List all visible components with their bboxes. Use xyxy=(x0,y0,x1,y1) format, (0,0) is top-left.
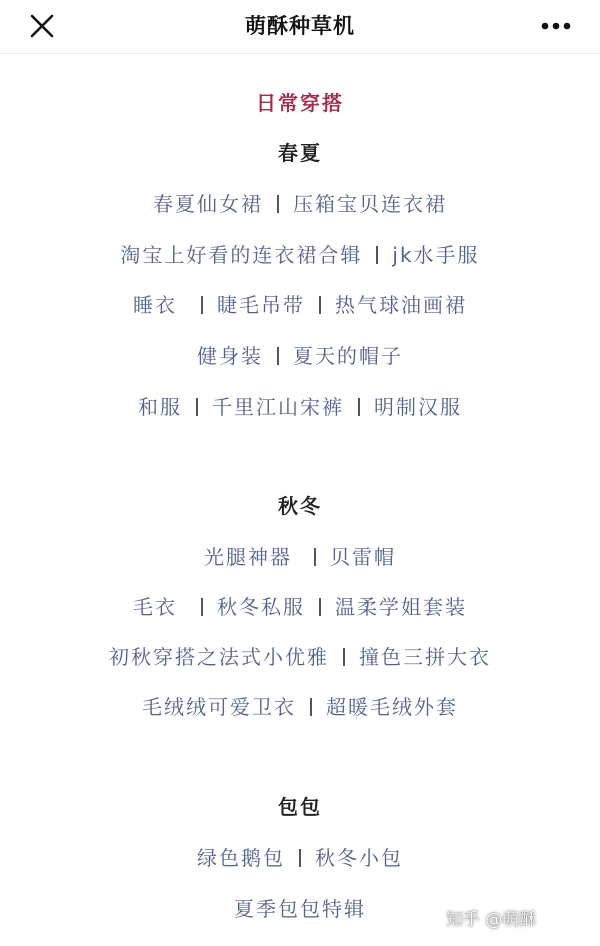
link-row xyxy=(0,238,600,272)
top-bar xyxy=(0,0,600,54)
separator xyxy=(277,347,279,365)
link-item[interactable]: 毛衣 xyxy=(133,595,177,619)
watermark: 知乎 @萌酥 xyxy=(446,910,537,930)
close-button[interactable] xyxy=(26,10,58,42)
link-item[interactable]: 睫毛吊带 xyxy=(217,293,305,317)
link-row xyxy=(0,540,600,574)
close-icon xyxy=(26,10,58,42)
section-title-autumn-winter: 秋冬 xyxy=(278,494,322,518)
link-item[interactable]: 超暖毛绒外套 xyxy=(326,695,458,719)
link-item[interactable]: 绿色鹅包 xyxy=(197,846,285,870)
separator xyxy=(358,398,360,416)
link-item[interactable]: jk水手服 xyxy=(392,243,480,267)
article-content xyxy=(0,54,600,946)
link-row xyxy=(0,390,600,424)
link-row xyxy=(0,590,600,624)
more-button[interactable] xyxy=(536,12,576,40)
category-heading: 日常穿搭 xyxy=(256,91,344,115)
link-item[interactable]: 撞色三拼大衣 xyxy=(359,645,491,669)
link-item[interactable]: 秋冬私服 xyxy=(217,595,305,619)
link-row xyxy=(0,690,600,724)
separator xyxy=(376,246,378,264)
link-item[interactable]: 淘宝上好看的连衣裙合辑 xyxy=(120,243,363,267)
link-item[interactable]: 健身装 xyxy=(197,344,263,368)
link-row xyxy=(0,187,600,221)
link-row xyxy=(0,288,600,322)
separator xyxy=(319,598,321,616)
link-item[interactable]: 夏天的帽子 xyxy=(293,344,403,368)
link-item[interactable]: 贝雷帽 xyxy=(330,545,396,569)
separator xyxy=(201,598,203,616)
link-item[interactable]: 压箱宝贝连衣裙 xyxy=(293,192,447,216)
link-item[interactable]: 毛绒绒可爱卫衣 xyxy=(142,695,296,719)
link-item[interactable]: 睡衣 xyxy=(133,293,177,317)
link-row xyxy=(0,640,600,674)
separator xyxy=(319,296,321,314)
section-title-bags: 包包 xyxy=(278,795,322,819)
link-item[interactable]: 温柔学姐套装 xyxy=(335,595,467,619)
link-item[interactable]: 和服 xyxy=(138,395,182,419)
separator xyxy=(314,548,316,566)
section-title-spring-summer: 春夏 xyxy=(278,141,322,165)
separator xyxy=(299,849,301,867)
separator xyxy=(201,296,203,314)
page-title: 萌酥种草机 xyxy=(245,14,355,38)
link-item[interactable]: 明制汉服 xyxy=(374,395,462,419)
link-item[interactable]: 光腿神器 xyxy=(204,545,292,569)
link-item[interactable]: 夏季包包特辑 xyxy=(234,897,366,921)
link-item[interactable]: 春夏仙女裙 xyxy=(153,192,263,216)
separator xyxy=(196,398,198,416)
separator xyxy=(277,195,279,213)
separator xyxy=(310,698,312,716)
separator xyxy=(343,648,345,666)
link-item[interactable]: 热气球油画裙 xyxy=(335,293,467,317)
link-item[interactable]: 千里江山宋裤 xyxy=(212,395,344,419)
link-row xyxy=(0,841,600,875)
link-row xyxy=(0,339,600,373)
more-horizontal-icon xyxy=(536,12,576,40)
link-item[interactable]: 初秋穿搭之法式小优雅 xyxy=(109,645,329,669)
link-item[interactable]: 秋冬小包 xyxy=(315,846,403,870)
